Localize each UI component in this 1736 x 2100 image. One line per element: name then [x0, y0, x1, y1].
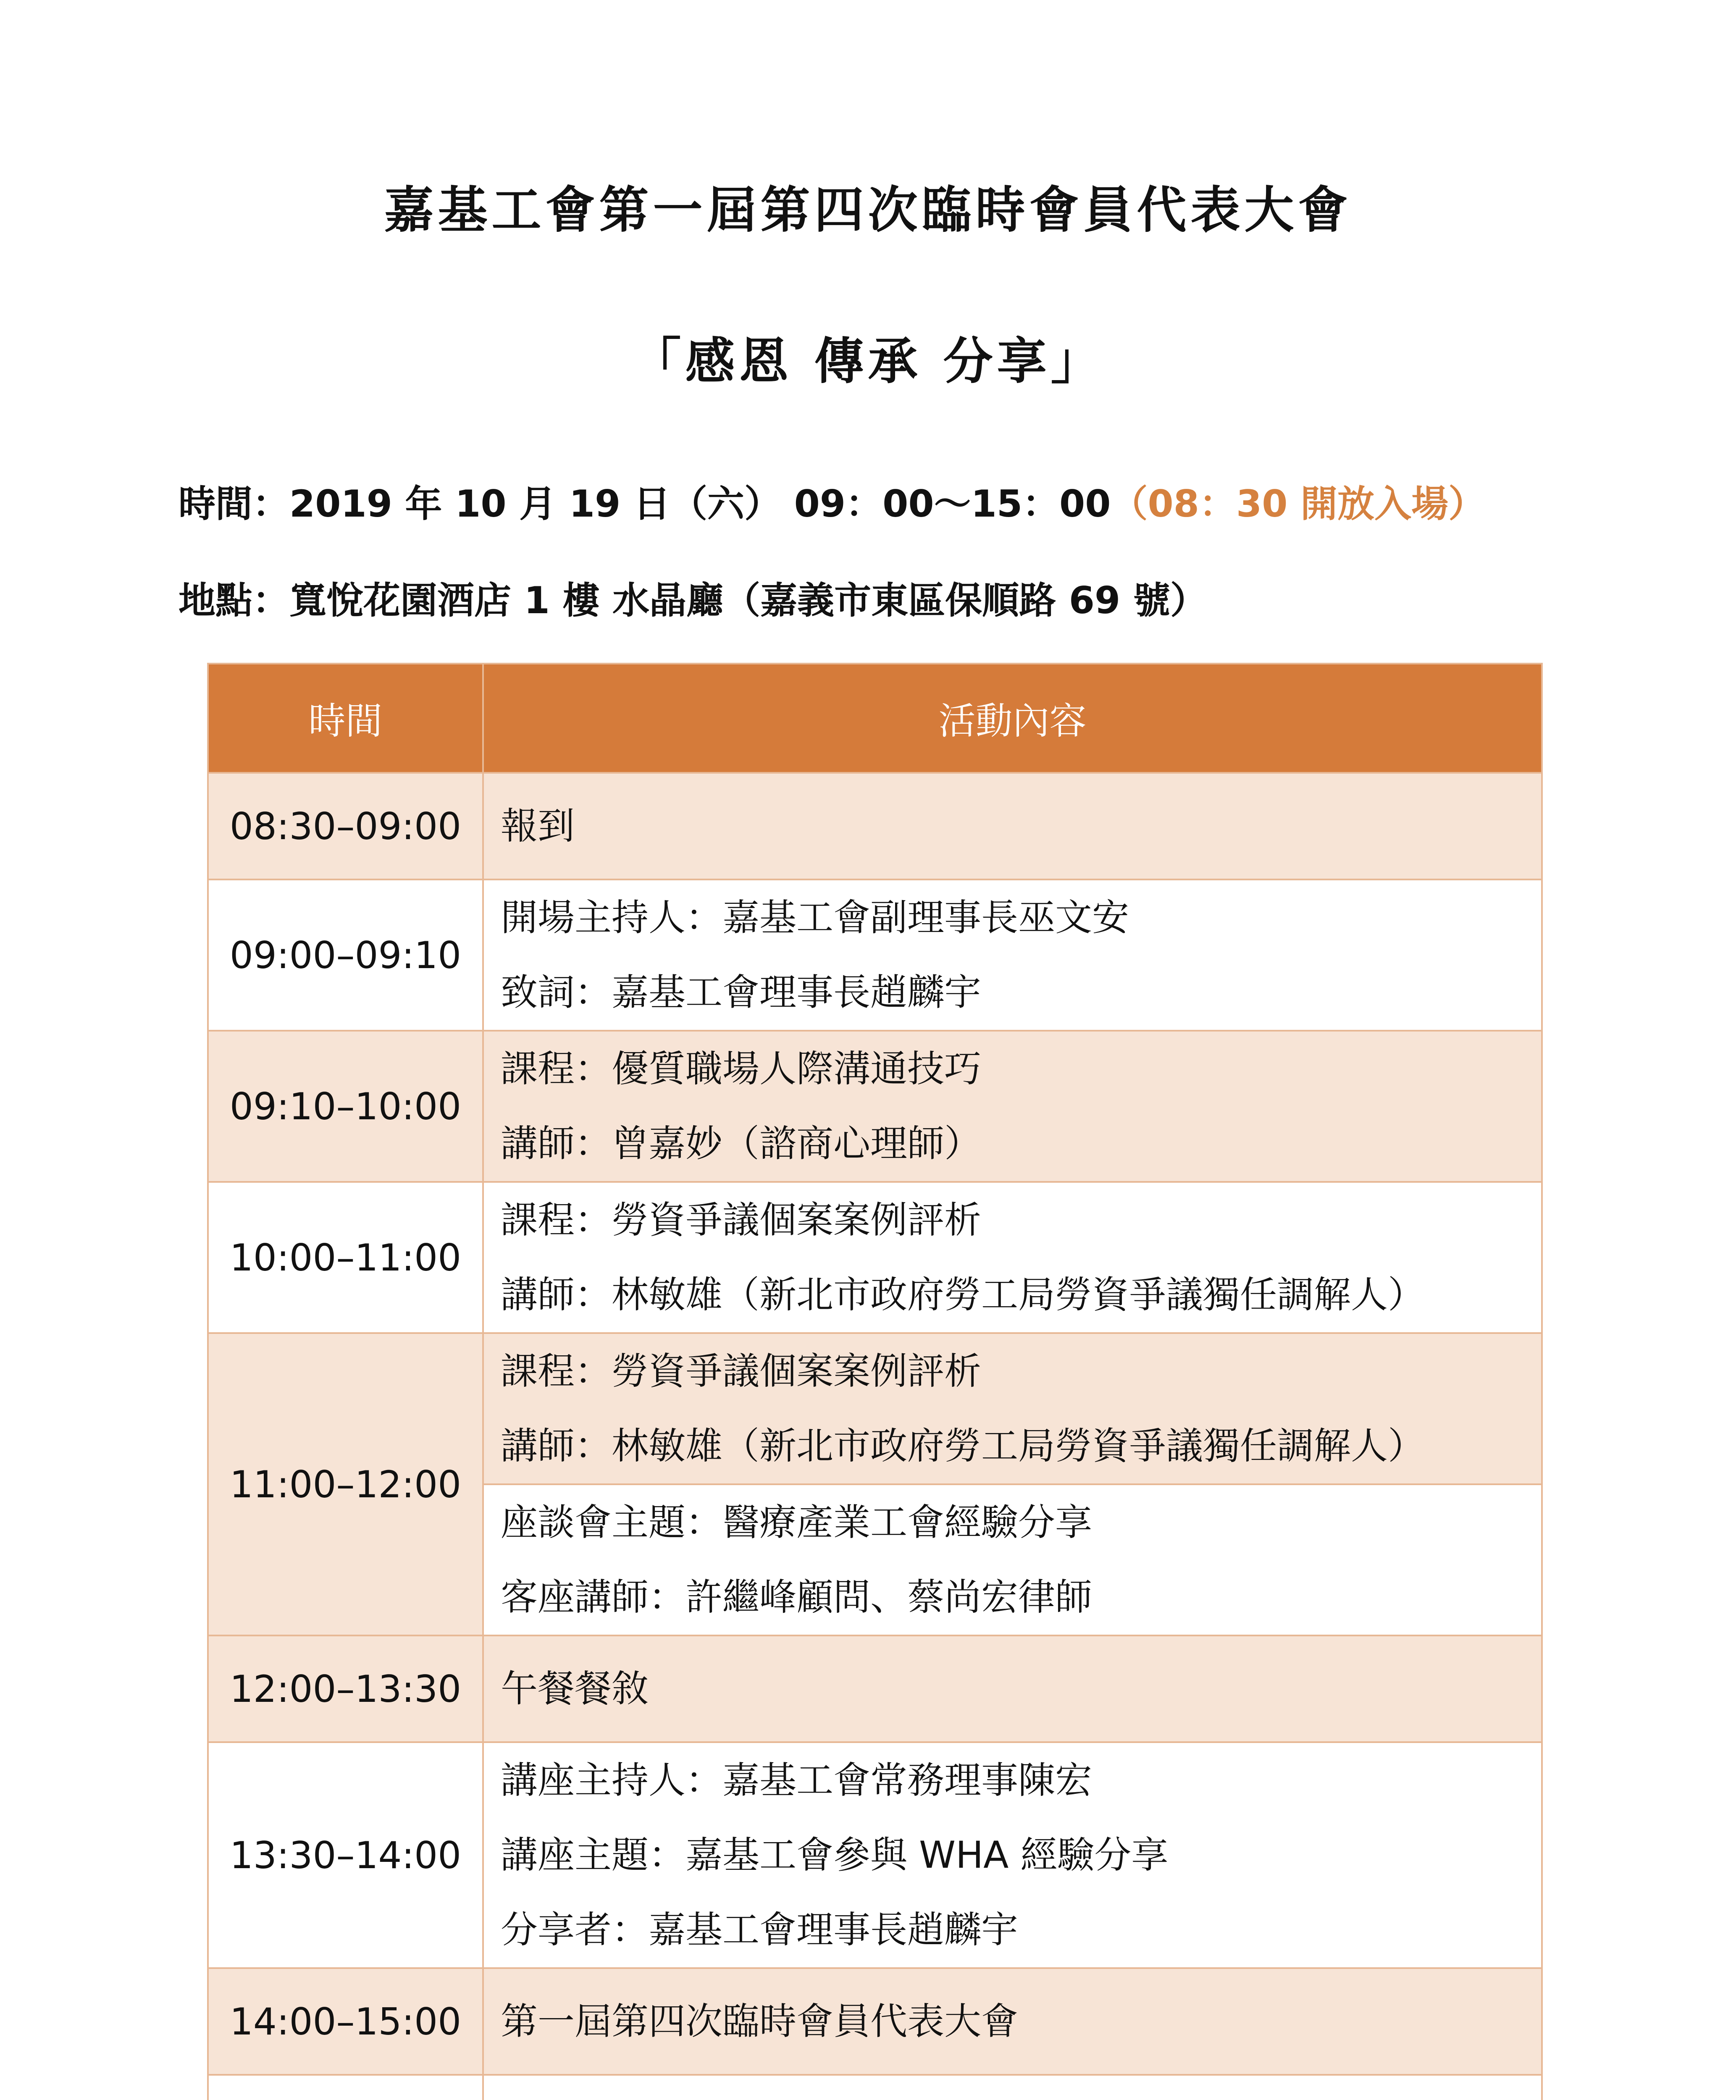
activity-line: 分享者：嘉基工會理事長趙麟宇 — [501, 1908, 1019, 1951]
row-time: 10:00–11:00 — [208, 1182, 483, 1333]
activity-line: 第一屆第四次臨時會員代表大會 — [501, 2000, 1019, 2043]
table-row — [208, 773, 1542, 879]
activity-line: 課程：勞資爭議個案案例評析 — [501, 1349, 982, 1393]
activity-line: 報到 — [501, 804, 575, 848]
row-activity — [483, 1635, 1542, 1742]
row-activity — [483, 1484, 1542, 1635]
row-activity — [483, 1182, 1542, 1333]
row-activity — [483, 1333, 1542, 1484]
row-time: 14:00–15:00 — [208, 1968, 483, 2075]
row-activity — [483, 2075, 1542, 2100]
event-place: 地點：寬悅花園酒店 1 樓 水晶廳（嘉義市東區保順路 69 號） — [179, 579, 1207, 622]
row-time: 13:30–14:00 — [208, 1742, 483, 1968]
header-time: 時間 — [208, 664, 483, 773]
row-time: 09:10–10:00 — [208, 1031, 483, 1182]
table-row — [208, 1742, 1542, 1968]
activity-line: 講師：林敏雄（新北市政府勞工局勞資爭議獨任調解人） — [501, 1424, 1425, 1467]
entry-time-note: （08：30 開放入場） — [1111, 482, 1486, 525]
document-title: 嘉基工會第一屆第四次臨時會員代表大會 — [384, 181, 1352, 239]
row-activity — [483, 879, 1542, 1031]
row-time: 09:00–09:10 — [208, 879, 483, 1031]
table-header-row — [208, 664, 1542, 773]
row-time: 12:00–13:30 — [208, 1635, 483, 1742]
event-time — [179, 475, 1485, 528]
activity-line: 座談會主題：醫療產業工會經驗分享 — [501, 1501, 1093, 1544]
activity-line: 講座主題：嘉基工會參與 WHA 經驗分享 — [501, 1833, 1169, 1877]
row-activity — [483, 1968, 1542, 2075]
table-row — [208, 1031, 1542, 1182]
table-row — [208, 879, 1542, 1031]
table-row — [208, 1333, 1542, 1484]
activity-line: 致詞：嘉基工會理事長趙麟宇 — [501, 971, 982, 1014]
row-activity — [483, 1742, 1542, 1968]
row-time — [208, 2075, 483, 2100]
activity-line: 講師：曾嘉妙（諮商心理師） — [501, 1122, 982, 1165]
activity-line: 客座講師：許繼峰顧問、蔡尚宏律師 — [501, 1575, 1093, 1619]
table-row — [208, 1182, 1542, 1333]
activity-line — [501, 2091, 1541, 2100]
header-activity: 活動內容 — [483, 664, 1542, 773]
row-activity — [483, 773, 1542, 879]
table-row — [208, 1635, 1542, 1742]
table-row — [208, 2075, 1542, 2100]
activity-line: 午餐餐敘 — [501, 1667, 649, 1710]
activity-line: 開場主持人：嘉基工會副理事長巫文安 — [501, 896, 1129, 939]
activity-line: 講座主持人：嘉基工會常務理事陳宏 — [501, 1759, 1093, 1802]
row-activity — [483, 1031, 1542, 1182]
document-subtitle: 「感恩 傳承 分享」 — [631, 332, 1105, 390]
table-row — [208, 1968, 1542, 2075]
activity-line: 講師：林敏雄（新北市政府勞工局勞資爭議獨任調解人） — [501, 1273, 1425, 1316]
row-time: 11:00–12:00 — [208, 1333, 483, 1635]
schedule-table — [207, 663, 1543, 2100]
activity-line: 課程：勞資爭議個案案例評析 — [501, 1198, 982, 1242]
event-time-text: 時間：2019 年 10 月 19 日（六） 09：00～15：00 — [179, 482, 1111, 525]
row-time: 08:30–09:00 — [208, 773, 483, 879]
activity-line: 課程：優質職場人際溝通技巧 — [501, 1047, 982, 1090]
